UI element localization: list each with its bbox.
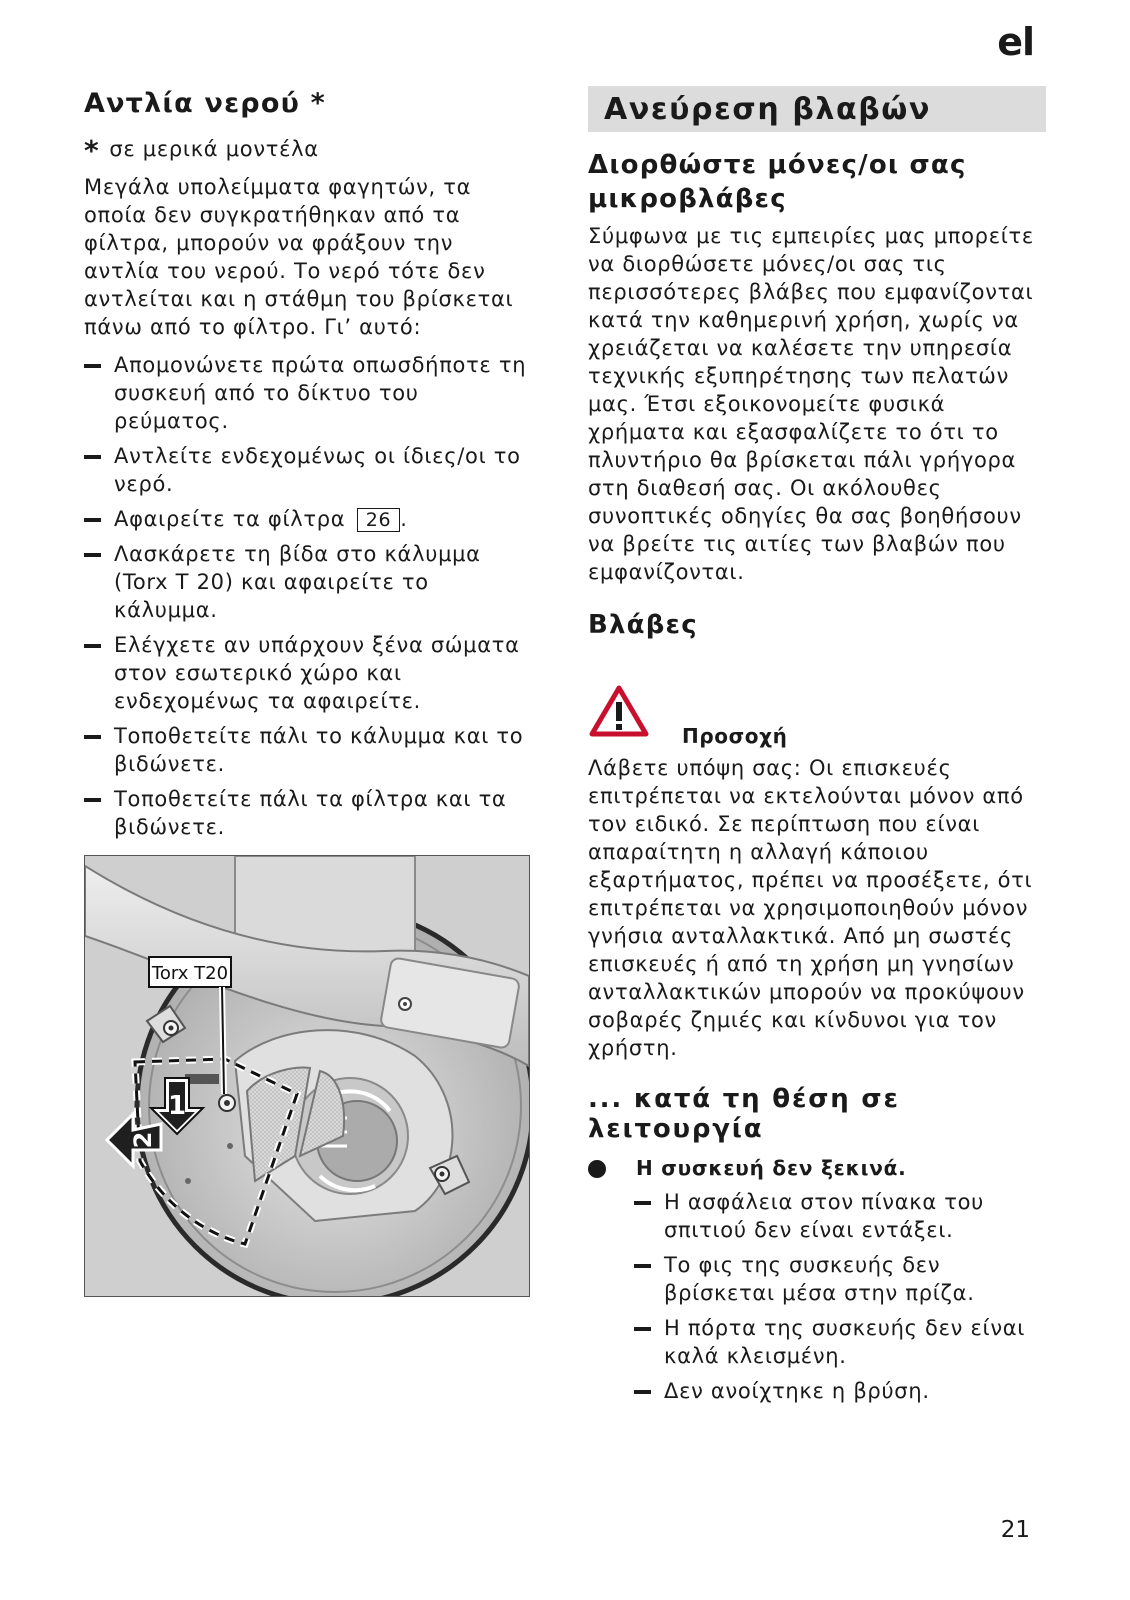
cause-item: Η πόρτα της συσκευής δεν είναι καλά κλεισμένη. bbox=[634, 1314, 1046, 1370]
models-note-text: σε μερικά μοντέλα bbox=[109, 137, 319, 161]
startup-heading: ... κατά τη θέση σε λειτουργία bbox=[588, 1084, 900, 1144]
minor-faults-heading: Διορθώστε μόνες/οι σας μικροβλάβες bbox=[588, 150, 967, 214]
pump-section bbox=[84, 88, 536, 1297]
troubleshooting-title: Ανεύρεση βλαβών bbox=[588, 86, 1046, 132]
step-text: Αφαιρείτε τα φίλτρα bbox=[114, 507, 346, 531]
models-note bbox=[84, 135, 536, 165]
caution-label: Προσοχή bbox=[682, 724, 788, 748]
language-tag: el bbox=[997, 20, 1034, 64]
cause-item: Δεν ανοίχτηκε η βρύση. bbox=[634, 1377, 1046, 1405]
cause-item: Η ασφάλεια στον πίνακα του σπιτιού δεν είναι εντάξει. bbox=[634, 1188, 1046, 1244]
torx-label: Torx T20 bbox=[151, 963, 229, 984]
step-item: Ελέγχετε αν υπάρχουν ξένα σώματα στον εσωτερικό χώρο και ενδεχομένως τα αφαιρείτε. bbox=[84, 631, 536, 715]
pump-intro: Μεγάλα υπολείμματα φαγητών, τα οποία δεν συγκρατήθηκαν από τα φίλτρα, μπορούν να φράξουν την αντλία του νερού. Το νερό τότε δεν αντλείται και η στάθμη του βρίσκεται πάνω από το φίλτρο. Γι’ αυτό: bbox=[84, 175, 514, 339]
cause-list bbox=[634, 1188, 1046, 1405]
step-item: Λασκάρετε τη βίδα στο κάλυμμα (Torx T 20) και αφαιρείτε το κάλυμμα. bbox=[84, 540, 536, 624]
minor-faults-paragraph: Σύμφωνα με τις εμπειρίες μας μπορείτε να διορθώσετε μόνες/οι σας τις περισσότερες βλάβες που εμφανίζονται κατά την καθημερινή χρήση, χωρίς να χρειάζεται να καλέσετε την υπηρεσία τεχνικής εξυπηρέτησης των πελατών μας. Έτσι εξοικονομείτε φυσικά χρήματα και εξασφαλίζετε το ότι το πλυντήριο θα βρίσκεται πάλι γρήγορα στη διαθεσή σας. Οι ακόλουθες συνοπτικές οδηγίες θα σας βοηθήσουν να βρείτε τις αιτίες των βλαβών που εμφανίζονται. bbox=[588, 224, 1034, 584]
faults-heading: Βλάβες bbox=[588, 610, 698, 640]
asterisk: * bbox=[84, 134, 100, 167]
symptom-bullet: Η συσκευή δεν ξεκινά. bbox=[588, 1154, 1046, 1182]
cause-item: Το φις της συσκευής δεν βρίσκεται μέσα στην πρίζα. bbox=[634, 1251, 1046, 1307]
step-item: Τοποθετείτε πάλι τα φίλτρα και τα βιδώνετε. bbox=[84, 785, 536, 841]
pump-cover-illustration bbox=[84, 855, 530, 1297]
reference-suffix: . bbox=[400, 507, 408, 531]
step-item bbox=[84, 505, 536, 533]
pump-steps bbox=[84, 351, 536, 841]
caution-text: Λάβετε υπόψη σας: Οι επισκευές επιτρέπεται να εκτελούνται μόνον από τον ειδικό. Σε περίπτωση που είναι απαραίτητη η αλλαγή κάποιου εξαρτήματος, πρέπει να προσέξετε, ότι επιτρέπεται να χρησιμοποιηθούν μόνον γνήσια ανταλλακτικά. Από μη σωστές επισκευές ή από τη χρήση μη γνησίων ανταλλακτικών μπορούν να προκύψουν σοβαρές ζημιές και κίνδυνοι για τον χρήστη. bbox=[588, 756, 1033, 1060]
step-2-label: 2 bbox=[129, 1131, 157, 1149]
caution-block bbox=[588, 684, 1046, 754]
troubleshooting-section bbox=[588, 86, 1046, 1412]
step-item: Τοποθετείτε πάλι το κάλυμμα και το βιδώνετε. bbox=[84, 722, 536, 778]
page-number: 21 bbox=[1000, 1517, 1030, 1543]
screw-torx bbox=[219, 1095, 235, 1111]
pump-title: Αντλία νερού * bbox=[84, 88, 326, 119]
filter-reference: 26 bbox=[357, 508, 401, 532]
warning-triangle-icon bbox=[588, 684, 650, 738]
step-item: Απομονώνετε πρώτα οπωσδήποτε τη συσκευή από το δίκτυο του ρεύματος. bbox=[84, 351, 536, 435]
step-1-label: 1 bbox=[167, 1091, 187, 1121]
step-item: Αντλείτε ενδεχομένως οι ίδιες/οι το νερό. bbox=[84, 442, 536, 498]
pump-diagram bbox=[85, 856, 529, 1296]
